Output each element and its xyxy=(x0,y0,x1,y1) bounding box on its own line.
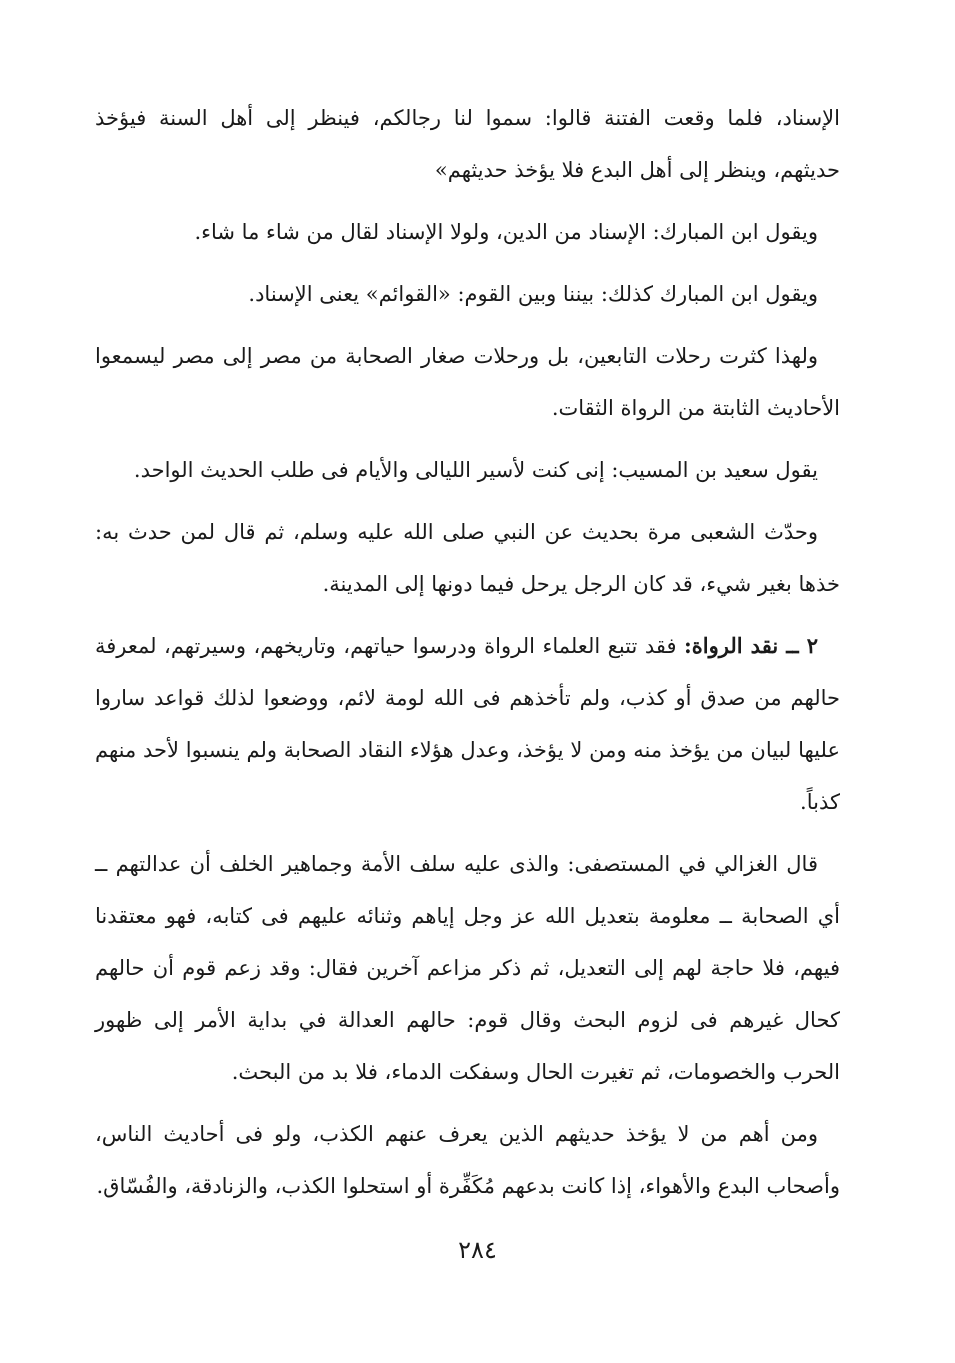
section-body: فقد تتبع العلماء الرواة ودرسوا حياتهم، وتاريخهم، وسيرتهم، لمعرفة حالهم من صدق أو كذب، ولم تأخذهم فى الله لومة لائم، ووضعوا لذلك قواعد ساروا عليها لبيان من يؤخذ منه ومن لا يؤخذ، وعدل هؤلاء النقاد الصحابة ولم ينسبوا لأحد منهم كذباً. xyxy=(95,634,840,814)
paragraph-ibn-mubarak-2: ويقول ابن المبارك كذلك: بيننا وبين القوم: «القوائم» يعنى الإسناد. xyxy=(248,282,818,306)
page-body xyxy=(95,92,840,1222)
paragraph-shabi: وحدّث الشعبى مرة بحديث عن النبي صلى الله عليه وسلم، ثم قال لمن حدث به: خذها بغير شيء، قد كان الرجل يرحل فيما دونها إلى المدينة. xyxy=(95,520,840,596)
paragraph-isnad-fitna: الإسناد، فلما وقعت الفتنة قالوا: سموا لنا رجالكم، فينظر إلى أهل السنة فيؤخذ حديثهم، وينظر إلى أهل البدع فلا يؤخذ حديثهم» xyxy=(95,106,840,182)
paragraph-rihlat: ولهذا كثرت رحلات التابعين، بل ورحلات صغار الصحابة من مصر إلى مصر ليسمعوا الأحاديث الثابتة من الرواة الثقات. xyxy=(95,344,840,420)
paragraph-naqd-ruwat xyxy=(95,620,840,828)
page-number: ٢٨٤ xyxy=(458,1236,497,1264)
paragraph-la-yukhadh: ومن أهم من لا يؤخذ حديثهم الذين يعرف عنهم الكذب، ولو فى أحاديث الناس، وأصحاب البدع والأهواء، إذا كانت بدعهم مُكَفِّرة أو استحلوا الكذب، والزنادقة، والفُسّاق. xyxy=(95,1122,840,1198)
paragraph-said-ibn-musayyib: يقول سعيد بن المسيب: إنى كنت لأسير الليالى والأيام فى طلب الحديث الواحد. xyxy=(133,458,818,482)
paragraph-ibn-mubarak-1: ويقول ابن المبارك: الإسناد من الدين، ولولا الإسناد لقال من شاء ما شاء. xyxy=(194,220,818,244)
section-heading: ٢ ــ نقد الرواة: xyxy=(684,633,818,658)
paragraph-ghazali: قال الغزالي في المستصفى: والذى عليه سلف الأمة وجماهير الخلف أن عدالتهم ــ أي الصحابة ــ معلومة بتعديل الله عز وجل إياهم وثنائه عليهم فى كتابه، فهو معتقدنا فيهم، فلا حاجة لهم إلى التعديل، ثم ذكر مزاعم آخرين فقال: وقد زعم قوم أن حالهم كحال غيرهم فى لزوم البحث وقال قوم: حالهم العدالة في بداية الأمر إلى ظهور الحرب والخصومات، ثم تغيرت الحال وسفكت الدماء، فلا بد من البحث. xyxy=(95,852,840,1084)
